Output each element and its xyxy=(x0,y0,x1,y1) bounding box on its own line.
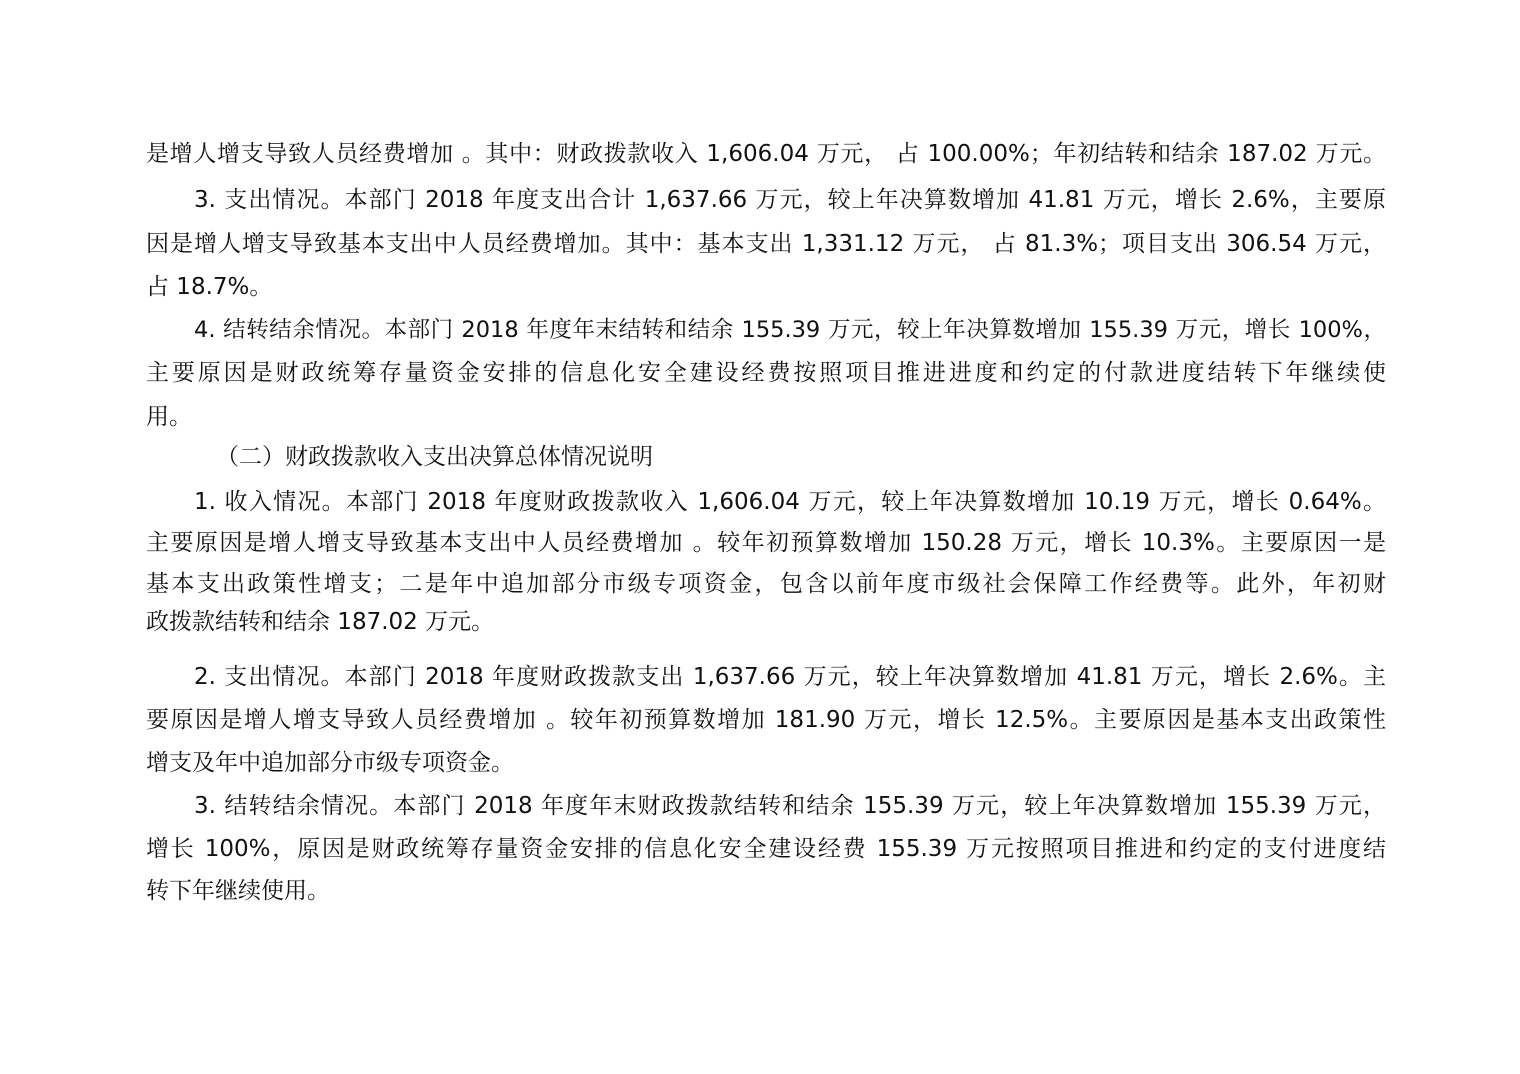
text-line: 主要原因是增人增支导致基本支出中人员经费增加 。较年初预算数增加 150.28 万元，增长 10.3%。主要原因一是 xyxy=(146,530,1386,556)
text-line: 因是增人增支导致基本支出中人员经费增加。其中：基本支出 1,331.12 万元， 占 81.3%；项目支出 306.54 万元， xyxy=(146,231,1386,257)
text-line: 政拨款结转和结余 187.02 万元。 xyxy=(146,609,495,635)
section-heading: （二）财政拨款收入支出决算总体情况说明 xyxy=(216,444,653,470)
text-line: 用。 xyxy=(146,404,192,430)
text-line: 基本支出政策性增支；二是年中追加部分市级专项资金，包含以前年度市级社会保障工作经费等。此外，年初财 xyxy=(146,571,1386,597)
text-line: 2. 支出情况。本部门 2018 年度财政拨款支出 1,637.66 万元，较上年决算数增加 41.81 万元，增长 2.6%。主 xyxy=(194,664,1386,690)
text-line: 增支及年中追加部分市级专项资金。 xyxy=(146,750,514,776)
text-line: 3. 支出情况。本部门 2018 年度支出合计 1,637.66 万元，较上年决算数增加 41.81 万元，增长 2.6%，主要原 xyxy=(194,187,1386,213)
text-line: 增长 100%，原因是财政统筹存量资金安排的信息化安全建设经费 155.39 万元按照项目推进和约定的支付进度结 xyxy=(146,836,1386,862)
text-line: 3. 结转结余情况。本部门 2018 年度年末财政拨款结转和结余 155.39 万元，较上年决算数增加 155.39 万元， xyxy=(194,793,1386,819)
text-line: 1. 收入情况。本部门 2018 年度财政拨款收入 1,606.04 万元，较上年决算数增加 10.19 万元，增长 0.64%。 xyxy=(194,489,1386,515)
text-line: 占 18.7%。 xyxy=(146,274,273,300)
text-line: 转下年继续使用。 xyxy=(146,878,330,904)
text-line: 主要原因是财政统筹存量资金安排的信息化安全建设经费按照项目推进进度和约定的付款进度结转下年继续使 xyxy=(146,360,1386,386)
text-line: 是增人增支导致人员经费增加 。其中：财政拨款收入 1,606.04 万元， 占 100.00%；年初结转和结余 187.02 万元。 xyxy=(146,141,1386,167)
text-line: 要原因是增人增支导致人员经费增加 。较年初预算数增加 181.90 万元，增长 12.5%。主要原因是基本支出政策性 xyxy=(146,707,1386,733)
text-line: 4. 结转结余情况。本部门 2018 年度年末结转和结余 155.39 万元，较上年决算数增加 155.39 万元，增长 100%， xyxy=(194,317,1386,343)
